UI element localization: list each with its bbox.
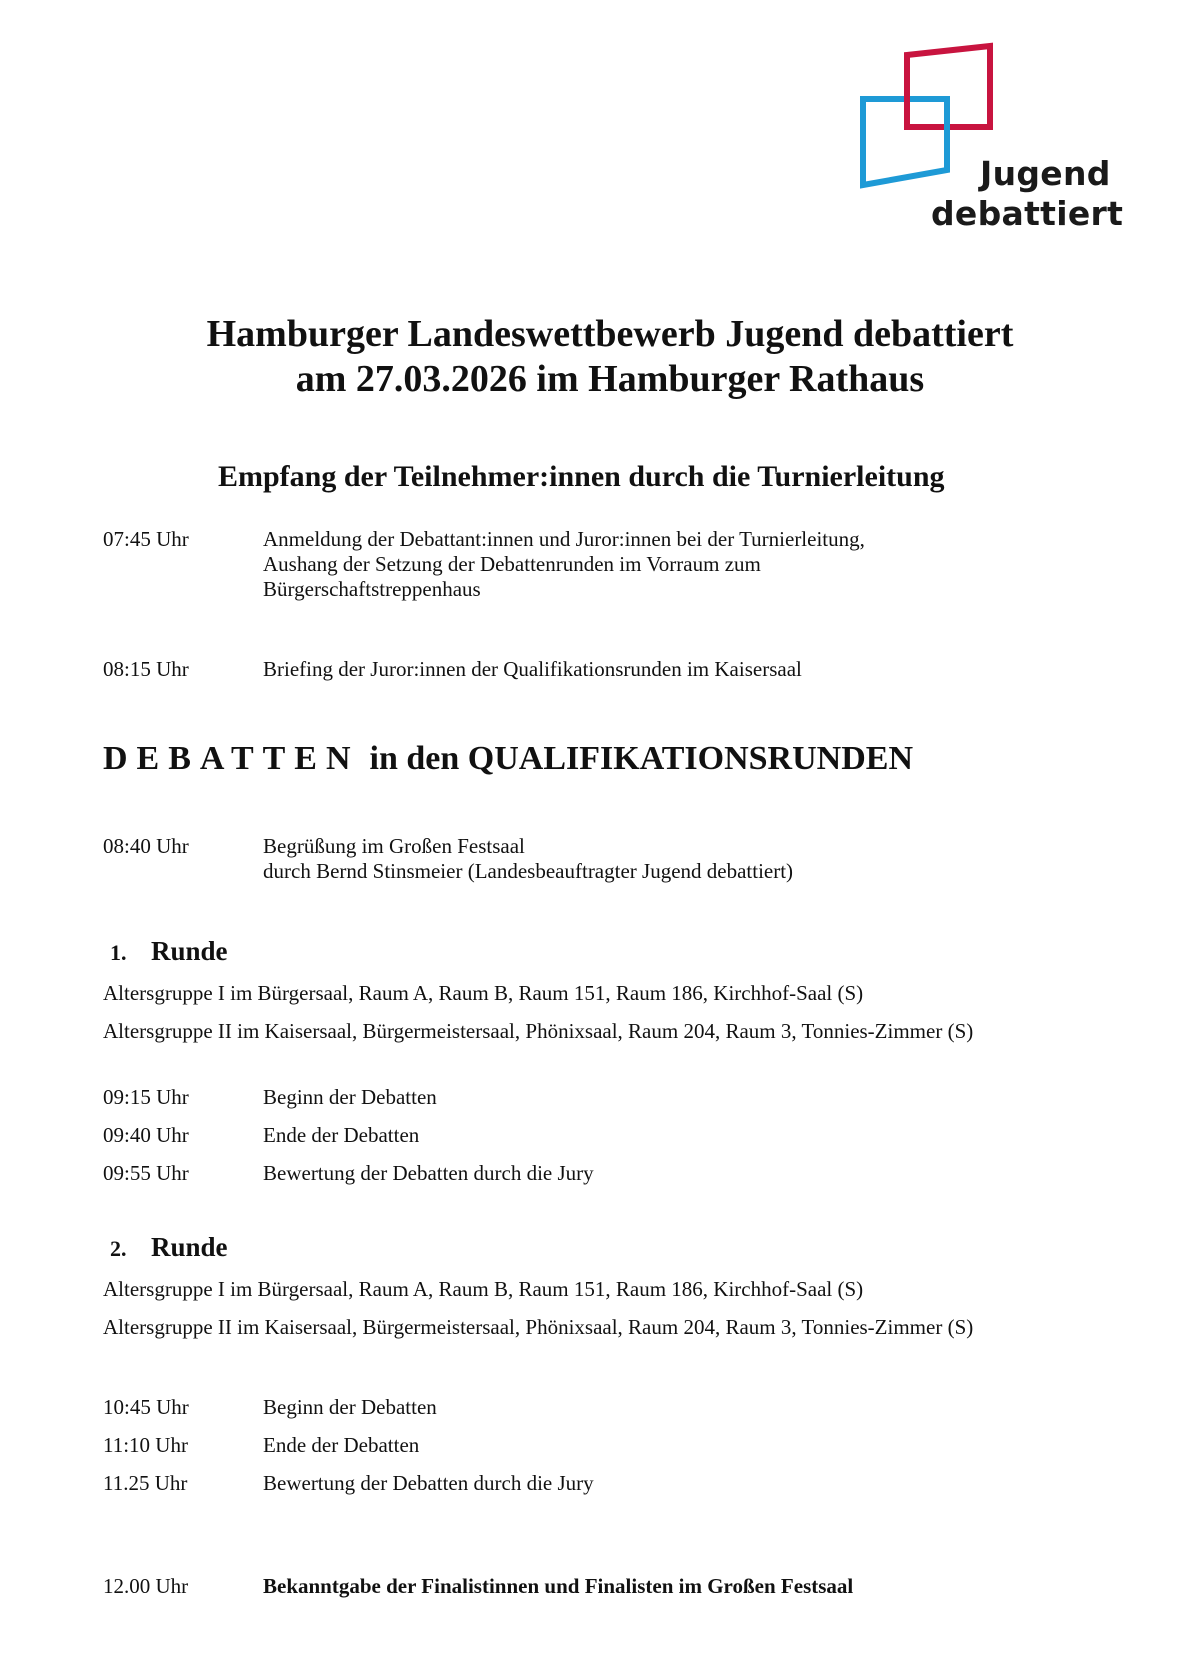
round-label: Runde: [151, 936, 228, 966]
schedule-time: 10:45 Uhr: [103, 1395, 189, 1419]
schedule-time: 09:55 Uhr: [103, 1161, 189, 1185]
schedule-description: [263, 527, 1123, 602]
round-2-heading: [110, 1232, 228, 1263]
schedule-description: Beginn der Debatten: [263, 1395, 437, 1419]
schedule-time: 08:40 Uhr: [103, 834, 189, 858]
schedule-time: 11:10 Uhr: [103, 1433, 188, 1457]
schedule-time: 11.25 Uhr: [103, 1471, 188, 1495]
heading-spaced-word: DEBATTEN: [103, 740, 360, 777]
overlapping-frames-icon: [855, 42, 995, 192]
schedule-description: Bewertung der Debatten durch die Jury: [263, 1161, 594, 1185]
page-title-line1: Hamburger Landeswettbewerb Jugend debattiert: [206, 313, 1014, 355]
venue-line: Altersgruppe II im Kaisersaal, Bürgermeistersaal, Phönixsaal, Raum 204, Raum 3, Tonnies-Zimmer (S): [103, 1019, 974, 1043]
schedule-time: 12.00 Uhr: [103, 1574, 189, 1598]
venue-line: Altersgruppe I im Bürgersaal, Raum A, Raum B, Raum 151, Raum 186, Kirchhof-Saal (S): [103, 981, 864, 1005]
round-label: Runde: [151, 1232, 228, 1262]
schedule-time: 08:15 Uhr: [103, 657, 189, 681]
description-line: durch Bernd Stinsmeier (Landesbeauftragter Jugend debattiert): [263, 859, 794, 883]
round-number: 1.: [110, 940, 127, 965]
schedule-description: [263, 657, 1123, 682]
description-line: Anmeldung der Debattant:innen und Juror:innen bei der Turnierleitung,: [263, 527, 865, 551]
description-line: Aushang der Setzung der Debattenrunden im Vorraum zum: [263, 552, 761, 576]
announcement-text: Bekanntgabe der Finalistinnen und Finalisten im Großen Festsaal: [263, 1574, 854, 1598]
schedule-description: Ende der Debatten: [263, 1123, 420, 1147]
venue-line: Altersgruppe II im Kaisersaal, Bürgermeistersaal, Phönixsaal, Raum 204, Raum 3, Tonnies-Zimmer (S): [103, 1315, 974, 1339]
debates-section-heading: [103, 740, 913, 778]
venue-line: Altersgruppe I im Bürgersaal, Raum A, Raum B, Raum 151, Raum 186, Kirchhof-Saal (S): [103, 1277, 864, 1301]
schedule-description: Ende der Debatten: [263, 1433, 420, 1457]
schedule-time: 07:45 Uhr: [103, 527, 189, 551]
logo-text-jugend: Jugend: [980, 154, 1111, 193]
description-line: Briefing der Juror:innen der Qualifikationsrunden im Kaisersaal: [263, 657, 802, 681]
schedule-description: [263, 834, 1123, 884]
heading-rest: in den QUALIFIKATIONSRUNDEN: [369, 740, 913, 777]
page-title-line2: am 27.03.2026 im Hamburger Rathaus: [295, 358, 925, 400]
schedule-description: Beginn der Debatten: [263, 1085, 437, 1109]
description-line: Bürgerschaftstreppenhaus: [263, 577, 481, 601]
round-1-heading: [110, 936, 228, 967]
schedule-description: Bewertung der Debatten durch die Jury: [263, 1471, 594, 1495]
reception-heading: Empfang der Teilnehmer:innen durch die Turnierleitung: [218, 460, 945, 493]
schedule-time: 09:15 Uhr: [103, 1085, 189, 1109]
logo-text-debattiert: debattiert: [931, 194, 1124, 233]
round-number: 2.: [110, 1236, 127, 1261]
description-line: Begrüßung im Großen Festsaal: [263, 834, 525, 858]
schedule-time: 09:40 Uhr: [103, 1123, 189, 1147]
jugend-debattiert-logo: [855, 42, 1124, 242]
